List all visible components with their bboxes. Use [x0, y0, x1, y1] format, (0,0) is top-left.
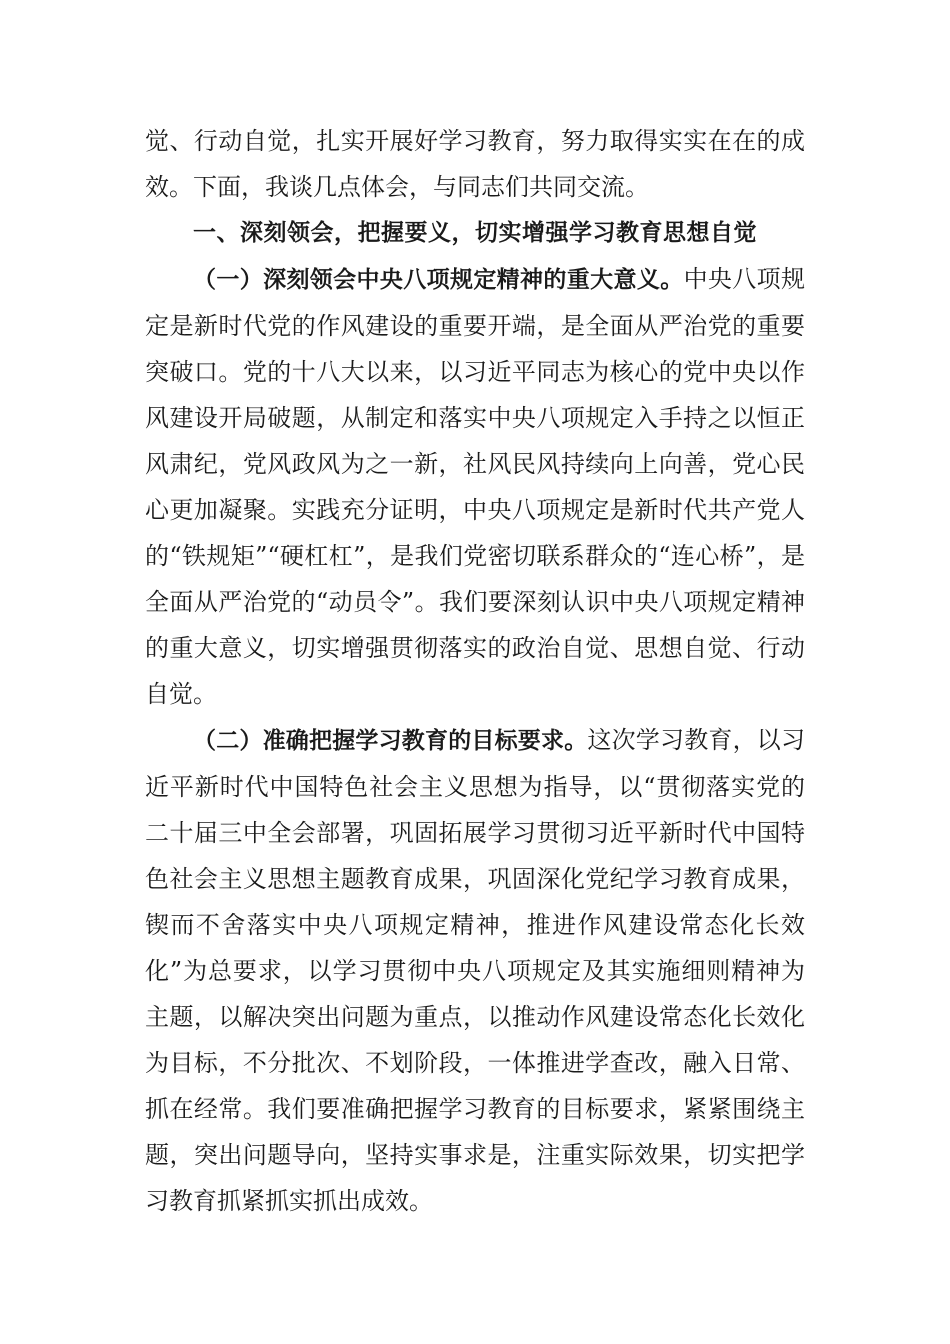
- subsection-2-paragraph: [145, 717, 805, 1224]
- subsection-2-body: 这次学习教育，以习近平新时代中国特色社会主义思想为指导，以“贯彻落实党的二十届三中全会部署，巩固拓展学习贯彻习近平新时代中国特色社会主义思想主题教育成果，巩固深化党纪学习教育成果，锲而不舍落实中央八项规定精神，推进作风建设常态化长效化”为总要求，以学习贯彻中央八项规定及其实施细则精神为主题，以解决突出问题为重点，以推动作风建设常态化长效化为目标，不分批次、不划阶段，一体推进学查改，融入日常、抓在经常。我们要准确把握学习教育的目标要求，紧紧围绕主题，突出问题导向，坚持实事求是，注重实际效果，切实把学习教育抓紧抓实抓出成效。: [145, 726, 806, 1215]
- subsection-1-heading: （一）深刻领会中央八项规定精神的重大意义。: [193, 267, 684, 293]
- intro-paragraph: 觉、行动自觉，扎实开展好学习教育，努力取得实实在在的成效。下面，我谈几点体会，与同志们共同交流。: [145, 127, 805, 201]
- subsection-1-paragraph: [145, 256, 805, 717]
- document-page: [145, 118, 805, 1224]
- section-heading: 一、深刻领会，把握要义，切实增强学习教育思想自觉: [193, 220, 757, 246]
- subsection-2-heading: （二）准确把握学习教育的目标要求。: [193, 728, 588, 754]
- subsection-1-body: 中央八项规定是新时代党的作风建设的重要开端，是全面从严治党的重要突破口。党的十八大以来，以习近平同志为核心的党中央以作风建设开局破题，从制定和落实中央八项规定入手持之以恒正风肃纪，党风政风为之一新，社风民风持续向上向善，党心民心更加凝聚。实践充分证明，中央八项规定是新时代共产党人的“铁规矩”“硬杠杠”，是我们党密切联系群众的“连心桥”，是全面从严治党的“动员令”。我们要深刻认识中央八项规定精神的重大意义，切实增强贯彻落实的政治自觉、思想自觉、行动自觉。: [145, 265, 806, 708]
